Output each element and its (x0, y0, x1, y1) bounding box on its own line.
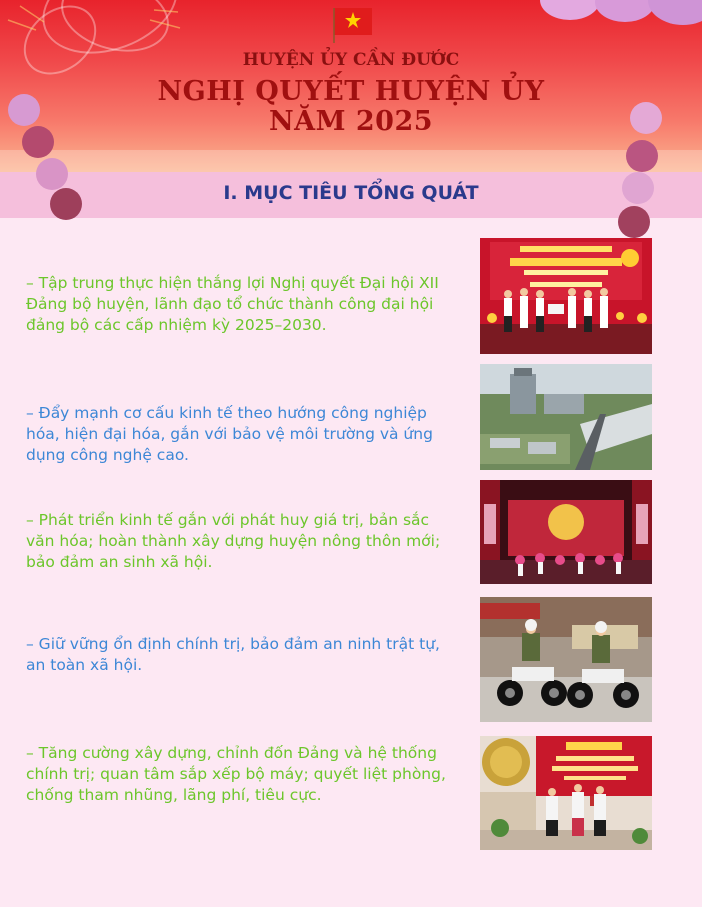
stage-performance-photo (480, 480, 652, 584)
decorative-circle (626, 140, 658, 172)
decorative-circle (36, 158, 68, 190)
decorative-circle (618, 206, 650, 238)
page-title-line2: NĂM 2025 (268, 106, 434, 137)
objective-item-2: – Đẩy mạnh cơ cấu kinh tế theo hướng công nghiệp hóa, hiện đại hóa, gắn với bảo vệ môi trường và ứng dụng công nghệ cao. (26, 404, 433, 464)
police-motorcycle-photo (480, 597, 652, 722)
decorative-circle (50, 188, 82, 220)
page-title-line1: NGHỊ QUYẾT HUYỆN ỦY (157, 76, 545, 107)
party-flag-icon (333, 6, 373, 44)
objective-item-3: – Phát triển kinh tế gắn với phát huy giá trị, bản sắc văn hóa; hoàn thành xây dựng huyện nông thôn mới; bảo đảm an sinh xã hội. (26, 511, 441, 571)
industrial-park-photo (480, 364, 652, 470)
organization-name: HUYỆN ỦY CẦN ĐƯỚC (242, 50, 460, 70)
objective-item-1: – Tập trung thực hiện thắng lợi Nghị quyết Đại hội XII Đảng bộ huyện, lãnh đạo tổ chức thành công đại hội đảng bộ các cấp nhiệm kỳ 2025–2030. (26, 274, 439, 334)
section-title: I. MỤC TIÊU TỔNG QUÁT (223, 182, 479, 204)
objective-item-4: – Giữ vững ổn định chính trị, bảo đảm an ninh trật tự, an toàn xã hội. (26, 635, 440, 674)
decorative-circle (22, 126, 54, 158)
decorative-circle (630, 102, 662, 134)
ceremony-photo (480, 238, 652, 354)
decorative-circle (8, 94, 40, 126)
decorative-circle (622, 172, 654, 204)
conference-photo (480, 736, 652, 850)
objective-item-5: – Tăng cường xây dựng, chỉnh đốn Đảng và hệ thống chính trị; quan tâm sắp xếp bộ máy; quyết liệt phòng, chống tham nhũng, lãng phí, tiêu cực. (26, 744, 446, 804)
